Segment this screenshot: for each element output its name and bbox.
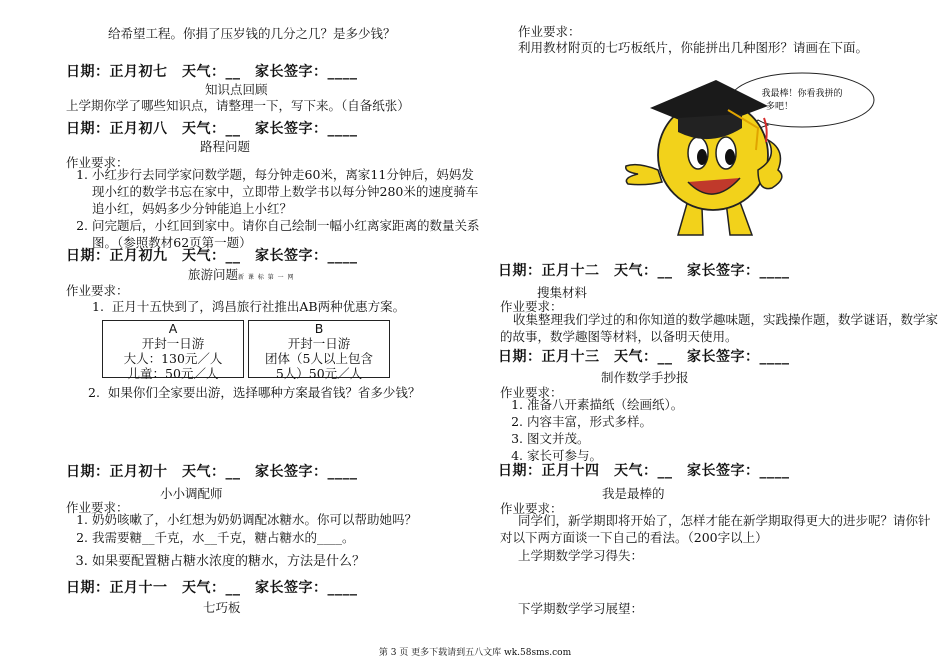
date-header-day14: 日期：正月十四 天气：__ 家长签字：____ (498, 463, 790, 479)
section-title: 知识点回顾 (205, 82, 268, 97)
intro-line: 给希望工程。你捐了压岁钱的几分之几？是多少钱？ (108, 26, 396, 41)
section-title: 七巧板 (203, 600, 241, 615)
plan-b-line: 团体（5人以上包含 (265, 351, 373, 366)
date-header-day11: 日期：正月十一 天气：__ 家长签字：____ (66, 580, 358, 596)
plan-b-box (248, 320, 390, 381)
requirement-label: 作业要求： (66, 500, 129, 515)
date-header-day9: 日期：正月初九 天气：__ 家长签字：____ (66, 248, 358, 264)
date-header-day7: 日期：正月初七 天气：__ 家长签字：____ (66, 64, 358, 80)
section-title-group (188, 265, 295, 283)
bubble-text-2: 多吧！ (766, 102, 794, 112)
section-text: 上学期你学了哪些知识点，请整理一下，写下来。（自备纸张） (66, 98, 410, 113)
section-title: 小小调配师 (160, 486, 223, 501)
watermark-text: 新 课 标 第 一 网 (238, 274, 295, 281)
requirement-label: 作业要求： (66, 155, 129, 170)
plan-a-line: 大人：130元／人 (123, 351, 223, 366)
requirement-label: 作业要求： (66, 283, 129, 298)
list-item: 2. 如果你们全家要出游，选择哪种方案最省钱？省多少钱？ (88, 385, 421, 400)
date-header-day13: 日期：正月十三 天气：__ 家长签字：____ (498, 349, 790, 365)
plan-a-label: A (168, 321, 178, 336)
section-title: 旅游问题 (188, 267, 239, 282)
requirement-label: 作业要求： (500, 501, 563, 516)
list-item-text: 正月十五快到了，鸿昌旅行社推出AB两种优惠方案。 (111, 299, 406, 314)
list-item: 3. 如果要配置糖占糖水浓度的糖水，方法是什么？ (92, 553, 486, 571)
list-item: 1. 奶奶咳嗽了，小红想为奶奶调配冰糖水。你可以帮助她吗？ (92, 511, 486, 529)
list-item: 1. 正月十五快到了，鸿昌旅行社推出AB两种优惠方案。 (92, 299, 406, 314)
list-item: 1. 准备八开素描纸（绘画纸）。 (527, 396, 940, 413)
list-item: 2. 我需要糖__千克，水__千克，糖占糖水的____。 (92, 529, 486, 547)
date-header-day8: 日期：正月初八 天气：__ 家长签字：____ (66, 121, 358, 137)
plan-b-line: 5人）50元／人 (275, 366, 363, 381)
list-item: 2. 内容丰富，形式多样。 (527, 413, 940, 430)
pointing-hand-icon (626, 165, 662, 185)
requirement-text: 利用教材附页的七巧板纸片，你能拼出几种图形？请画在下面。 (518, 40, 869, 55)
requirement-label: 作业要求： (518, 24, 581, 39)
prompt-next-term: 下学期数学学习展望： (518, 601, 644, 616)
page-footer: 第 3 页 更多下载请到五八文库 wk.58sms.com (378, 648, 572, 658)
section-title: 我是最棒的 (602, 486, 665, 501)
requirement-label: 作业要求： (500, 299, 563, 314)
section-title: 制作数学手抄报 (601, 370, 689, 385)
section-title: 搜集材料 (537, 285, 588, 300)
list-item: 4. 家长可参与。 (527, 447, 940, 464)
list-item: 2. 问完题后，小红回到家中。请你自己绘制一幅小红离家距离的数量关系图。（参照教材62页第一题） (92, 217, 481, 251)
requirement-label: 作业要求： (500, 385, 563, 400)
smiley-mascot-illustration (618, 70, 898, 240)
plan-a-line: 开封一日游 (141, 336, 205, 351)
list-item: 3. 图文并茂。 (527, 430, 940, 447)
plan-a-line: 儿童：50元／人 (127, 366, 219, 381)
date-header-day12: 日期：正月十二 天气：__ 家长签字：____ (498, 263, 790, 279)
plan-b-label: B (314, 321, 324, 336)
requirement-list (66, 166, 481, 251)
section-text: 收集整理我们学过的和你知道的数学趣味题，实践操作题，数学谜语，数学家的故事，数学趣图等材料，以备明天使用。 (500, 312, 939, 344)
prompt-last-term: 上学期数学学习得失： (518, 548, 644, 563)
plan-a-box (102, 320, 244, 381)
requirement-list (500, 396, 940, 464)
section-text: 同学们，新学期即将开始了，怎样才能在新学期取得更大的进步呢？请你针对以下两方面谈一下自己的看法。（200字以上） (500, 513, 931, 545)
date-header-day10: 日期：正月初十 天气：__ 家长签字：____ (66, 464, 358, 480)
list-item-text: 如果你们全家要出游，选择哪种方案最省钱？省多少钱？ (107, 385, 421, 400)
plan-b-line: 开封一日游 (287, 336, 351, 351)
list-item: 1. 小红步行去同学家问数学题，每分钟走60米，离家11分钟后，妈妈发现小红的数学书忘在家中，立即带上数学书以每分钟280米的速度骑车追小红，妈妈多少分钟能追上小红？ (92, 166, 481, 217)
requirement-list (66, 511, 486, 571)
bubble-text-1: 我最棒！你看我拼的 (761, 89, 843, 99)
section-title: 路程问题 (200, 139, 251, 154)
